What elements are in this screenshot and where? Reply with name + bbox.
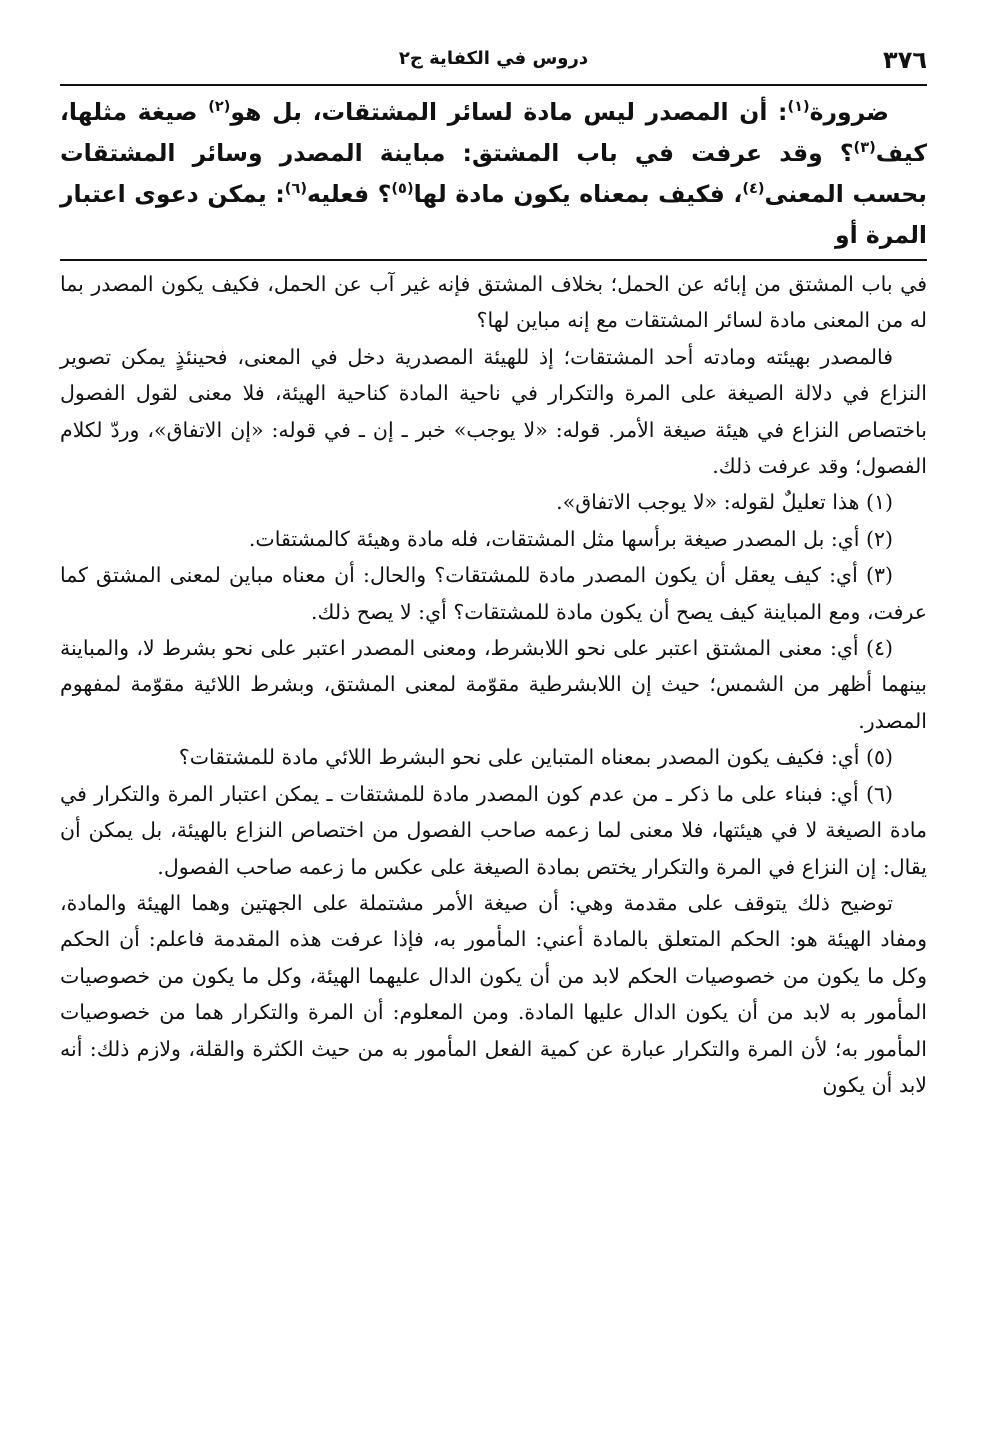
page-number: ٣٧٦	[883, 46, 927, 74]
footnote-ref-5: (٥)	[391, 180, 414, 198]
main-text-segment: ضرورة	[809, 98, 889, 126]
footnote-ref-6: (٦)	[284, 180, 307, 198]
footnote-3: (٣) أي: كيف يعقل أن يكون المصدر مادة للمشتقات؟ والحال: أن معناه مباين لمعنى المشتق كما عرفت، ومع المباينة كيف يصح أن يكون مادة للمشتقات؟ أي: لا يصح ذلك.	[60, 563, 927, 624]
footnote-2: (٢) أي: بل المصدر صيغة برأسها مثل المشتقات، فله مادة وهيئة كالمشتقات.	[248, 526, 893, 551]
commentary-paragraph: توضيح ذلك يتوقف على مقدمة وهي: أن صيغة الأمر مشتملة على الجهتين وهما الهيئة والمادة، ومفاد الهيئة هو: الحكم المتعلق بالمادة أعني: المأمور به، فإذا عرفت هذه المقدمة فاعلم: أن الحكم وكل ما يكون من خصوصيات الحكم لابد من أن يكون الدال عليهما الهيئة، وكل ما يكون من خصوصيات المأمور به لابد من أن يكون الدال عليها المادة. ومن المعلوم: أن المرة والتكرار هما من خصوصيات المأمور به؛ لأن المرة والتكرار عبارة عن كمية الفعل المأمور به من حيث الكثرة والقلة، ولازم ذلك: أنه لابد أن يكون	[60, 890, 927, 1097]
footnote-ref-1: (١)	[787, 98, 810, 116]
commentary-paragraph: في باب المشتق من إبائه عن الحمل؛ بخلاف المشتق فإنه غير آب عن الحمل، فكيف يكون المصدر بما له من المعنى مادة لسائر المشتقات مع إنه مباين لها؟	[60, 272, 927, 333]
main-commentary-divider	[60, 259, 927, 261]
running-header	[60, 44, 927, 86]
commentary	[60, 266, 927, 1103]
footnote-5: (٥) أي: فكيف يكون المصدر بمعناه المتباين على نحو البشرط اللائي مادة للمشتقات؟	[178, 745, 893, 770]
footnote-ref-2: (٢)	[208, 98, 231, 116]
footnote-4: (٤) أي: معنى المشتق اعتبر على نحو اللابشرط، ومعنى المصدر اعتبر على نحو بشرط لا، والمباينة بينهما أظهر من الشمس؛ حيث إن اللابشرطية مقوّمة لمعنى المشتق، وبشرط اللائية مقوّمة لمفهوم المصدر.	[60, 636, 927, 733]
main-text-segment: صيغة مثلها، كيف	[60, 98, 927, 167]
main-text-segment: : يمكن دعوى اعتبار المرة أو	[60, 180, 927, 249]
main-text-segment: ، فكيف بمعناه يكون مادة لها	[413, 180, 743, 208]
footnote-6: (٦) أي: فبناء على ما ذكر ـ من عدم كون المصدر مادة للمشتقات ـ يمكن اعتبار المرة والتكرار في مادة الصيغة لا في هيئتها، فلا معنى لما زعمه صاحب الفصول من اختصاص النزاع بالهيئة، بل يمكن أن يقال: إن النزاع في المرة والتكرار يختص بمادة الصيغة على عكس ما زعمه صاحب الفصول.	[60, 781, 927, 879]
main-text	[60, 92, 927, 256]
footnote-ref-4: (٤)	[742, 180, 765, 198]
main-text-segment: ؟ وقد عرفت في باب المشتق: مباينة المصدر وسائر المشتقات بحسب المعنى	[60, 139, 928, 208]
main-paragraph	[60, 92, 927, 256]
footnote-ref-3: (٣)	[853, 139, 876, 157]
book-title: دروس في الكفاية ج٢	[398, 48, 589, 69]
main-text-segment: : أن المصدر ليس مادة لسائر المشتقات، بل هو	[230, 98, 788, 126]
page	[60, 0, 927, 1454]
footnote-1: (١) هذا تعليلٌ لقوله: «لا يوجب الاتفاق».	[556, 490, 893, 515]
commentary-paragraph: فالمصدر بهيئته ومادته أحد المشتقات؛ إذ للهيئة المصدرية دخل في المعنى، فحينئذٍ يمكن تصوير النزاع في دلالة الصيغة على المرة والتكرار في ناحية المادة كناحية الهيئة، فلا معنى لقول الفصول باختصاص النزاع في هيئة صيغة الأمر. قوله: «لا يوجب» خبر ـ إن ـ في قوله: «إن الاتفاق»، وردّ لكلام الفصول؛ وقد عرفت ذلك.	[60, 344, 927, 479]
main-text-segment: ؟ فعليه	[307, 180, 392, 208]
